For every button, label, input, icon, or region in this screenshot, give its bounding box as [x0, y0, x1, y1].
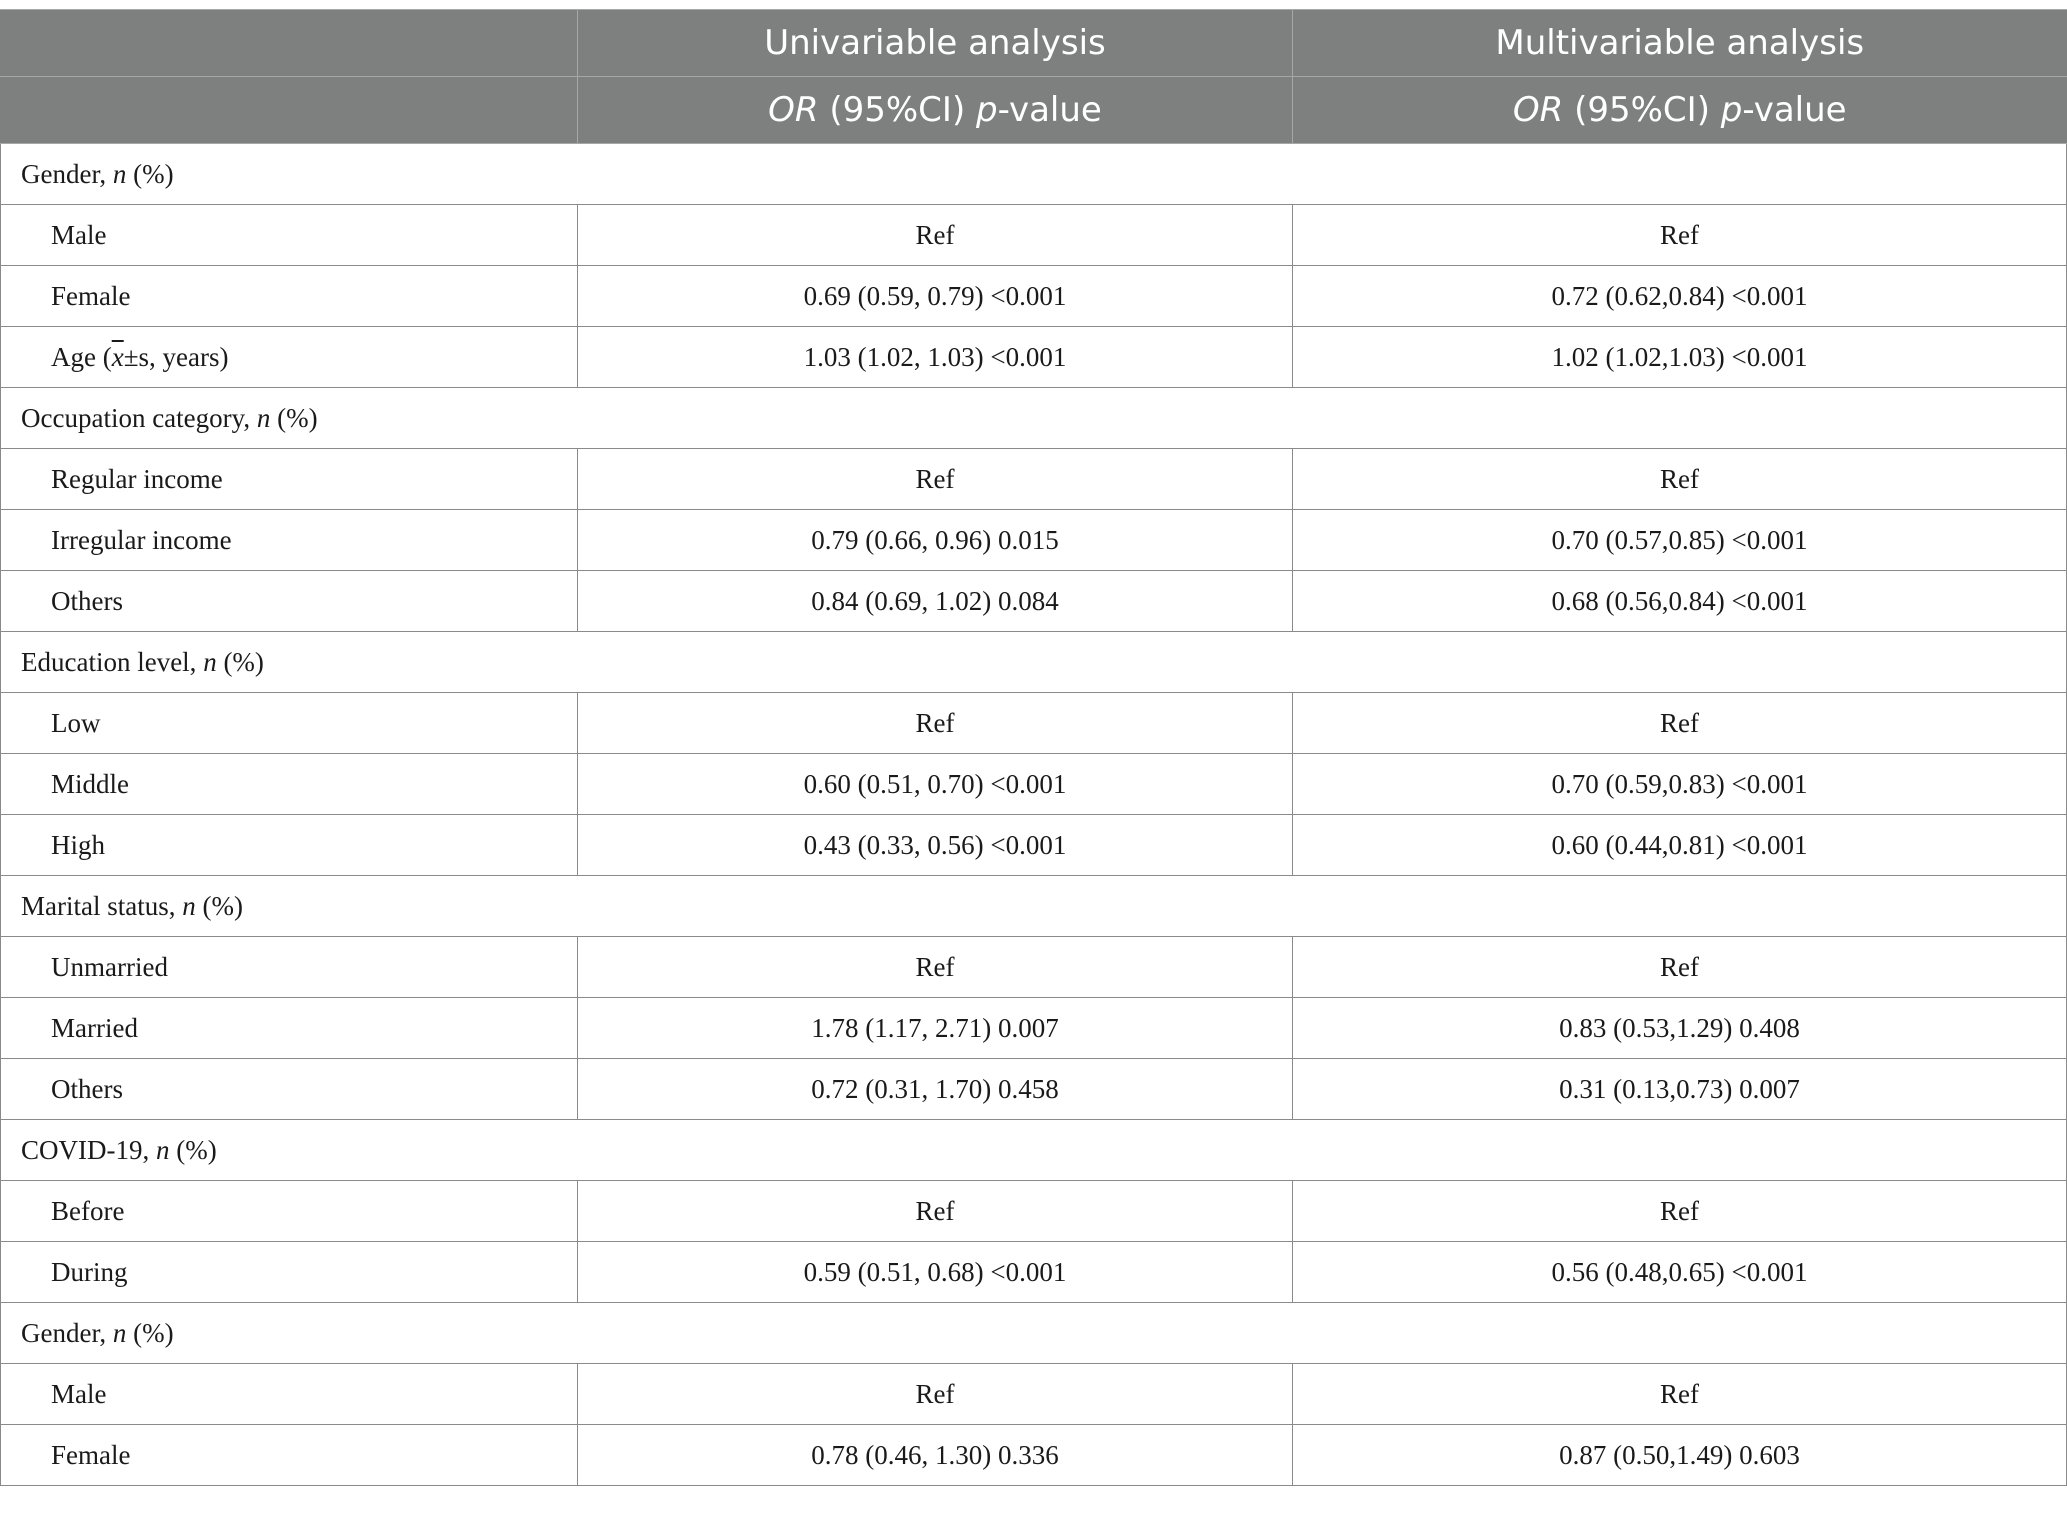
- row-label: During: [1, 1242, 578, 1303]
- row-label: Others: [1, 571, 578, 632]
- multivariable-value: 0.72 (0.62,0.84) <0.001: [1293, 266, 2067, 327]
- multivariable-value: Ref: [1293, 449, 2067, 510]
- univariable-value: 0.79 (0.66, 0.96) 0.015: [578, 510, 1293, 571]
- multivariable-value: 0.83 (0.53,1.29) 0.408: [1293, 998, 2067, 1059]
- n-symbol: n: [203, 646, 217, 677]
- univariable-value: 1.78 (1.17, 2.71) 0.007: [578, 998, 1293, 1059]
- multivariable-value: 0.31 (0.13,0.73) 0.007: [1293, 1059, 2067, 1120]
- value-label: -value: [997, 90, 1102, 130]
- row-label: Low: [1, 693, 578, 754]
- table-row: [1, 449, 2067, 510]
- univariable-value: Ref: [578, 205, 1293, 266]
- row-label: Female: [1, 266, 578, 327]
- or-label: OR: [768, 90, 819, 130]
- row-label: [1, 327, 578, 388]
- univariable-subheader: [578, 77, 1293, 144]
- p-label: p: [976, 90, 998, 130]
- group-label: [1, 1120, 2067, 1181]
- table-header: [1, 10, 2067, 144]
- table-row: [1, 937, 2067, 998]
- group-name: Marital status,: [21, 890, 183, 921]
- group-name: Gender,: [21, 1317, 113, 1348]
- n-symbol: n: [182, 890, 196, 921]
- row-label: Regular income: [1, 449, 578, 510]
- group-header-row: [1, 1120, 2067, 1181]
- multivariable-value: Ref: [1293, 205, 2067, 266]
- univariable-value: Ref: [578, 693, 1293, 754]
- results-table: [0, 9, 2067, 1486]
- row-label: High: [1, 815, 578, 876]
- row-label: Before: [1, 1181, 578, 1242]
- mean-symbol: $\overline{x}$: [111, 341, 124, 372]
- age-label-suffix: ±s, years): [123, 341, 229, 372]
- multivariable-value: Ref: [1293, 1181, 2067, 1242]
- ci-label: (95%CI): [818, 90, 977, 130]
- group-name: Occupation category,: [21, 402, 257, 433]
- table-row: [1, 1181, 2067, 1242]
- univariable-value: 0.69 (0.59, 0.79) <0.001: [578, 266, 1293, 327]
- header-blank-cell: [1, 77, 578, 144]
- univariable-value: 0.84 (0.69, 1.02) 0.084: [578, 571, 1293, 632]
- table-row: [1, 1364, 2067, 1425]
- univariable-value: Ref: [578, 1181, 1293, 1242]
- header-blank-cell: [1, 10, 578, 77]
- row-label: Male: [1, 1364, 578, 1425]
- univariable-value: 0.59 (0.51, 0.68) <0.001: [578, 1242, 1293, 1303]
- group-header-row: [1, 632, 2067, 693]
- row-label: Male: [1, 205, 578, 266]
- table-row: [1, 1059, 2067, 1120]
- group-header-row: [1, 388, 2067, 449]
- multivariable-value: 0.68 (0.56,0.84) <0.001: [1293, 571, 2067, 632]
- table-row: [1, 1242, 2067, 1303]
- n-symbol: n: [112, 158, 127, 189]
- row-label: Married: [1, 998, 578, 1059]
- univariable-value: 0.72 (0.31, 1.70) 0.458: [578, 1059, 1293, 1120]
- univariable-value: Ref: [578, 937, 1293, 998]
- value-label: -value: [1742, 90, 1847, 130]
- univariable-value: 0.60 (0.51, 0.70) <0.001: [578, 754, 1293, 815]
- percent-suffix: (%): [169, 1134, 217, 1165]
- group-name: COVID-19,: [21, 1134, 156, 1165]
- row-label: Others: [1, 1059, 578, 1120]
- univariable-value: 1.03 (1.02, 1.03) <0.001: [578, 327, 1293, 388]
- univariable-value: 0.78 (0.46, 1.30) 0.336: [578, 1425, 1293, 1486]
- table-row: [1, 998, 2067, 1059]
- percent-suffix: (%): [126, 158, 174, 189]
- n-symbol: n: [156, 1134, 170, 1165]
- row-label: Female: [1, 1425, 578, 1486]
- multivariable-value: 0.70 (0.57,0.85) <0.001: [1293, 510, 2067, 571]
- group-header-row: [1, 1303, 2067, 1364]
- group-name: Education level,: [21, 646, 204, 677]
- table-row: [1, 815, 2067, 876]
- multivariable-value: Ref: [1293, 693, 2067, 754]
- multivariable-value: 1.02 (1.02,1.03) <0.001: [1293, 327, 2067, 388]
- table-row: [1, 266, 2067, 327]
- group-label: [1, 388, 2067, 449]
- group-label: [1, 144, 2067, 205]
- table-row: [1, 205, 2067, 266]
- multivariable-value: 0.60 (0.44,0.81) <0.001: [1293, 815, 2067, 876]
- table-row: [1, 510, 2067, 571]
- multivariable-value: Ref: [1293, 1364, 2067, 1425]
- row-label: Middle: [1, 754, 578, 815]
- table-row: [1, 693, 2067, 754]
- table-row: [1, 571, 2067, 632]
- n-symbol: n: [256, 402, 271, 433]
- group-label: [1, 1303, 2067, 1364]
- percent-suffix: (%): [270, 402, 318, 433]
- percent-suffix: (%): [195, 890, 243, 921]
- group-label: [1, 632, 2067, 693]
- univariable-value: 0.43 (0.33, 0.56) <0.001: [578, 815, 1293, 876]
- multivariable-value: 0.56 (0.48,0.65) <0.001: [1293, 1242, 2067, 1303]
- n-symbol: n: [112, 1317, 127, 1348]
- group-header-row: [1, 876, 2067, 937]
- percent-suffix: (%): [126, 1317, 174, 1348]
- ci-label: (95%CI): [1563, 90, 1721, 130]
- table-row: [1, 327, 2067, 388]
- univariable-value: Ref: [578, 1364, 1293, 1425]
- multivariable-value: 0.87 (0.50,1.49) 0.603: [1293, 1425, 2067, 1486]
- or-label: OR: [1512, 90, 1564, 130]
- row-label: Irregular income: [1, 510, 578, 571]
- group-name: Gender,: [21, 158, 113, 189]
- table-row: [1, 754, 2067, 815]
- percent-suffix: (%): [216, 646, 264, 677]
- multivariable-subheader: [1293, 77, 2067, 144]
- multivariable-header: Multivariable analysis: [1293, 10, 2067, 77]
- group-label: [1, 876, 2067, 937]
- table-body: [1, 144, 2067, 1486]
- table-row: [1, 1425, 2067, 1486]
- age-label-prefix: Age (: [51, 341, 112, 372]
- row-label: Unmarried: [1, 937, 578, 998]
- univariable-header: Univariable analysis: [578, 10, 1293, 77]
- p-label: p: [1720, 90, 1743, 130]
- multivariable-value: Ref: [1293, 937, 2067, 998]
- univariable-value: Ref: [578, 449, 1293, 510]
- group-header-row: [1, 144, 2067, 205]
- multivariable-value: 0.70 (0.59,0.83) <0.001: [1293, 754, 2067, 815]
